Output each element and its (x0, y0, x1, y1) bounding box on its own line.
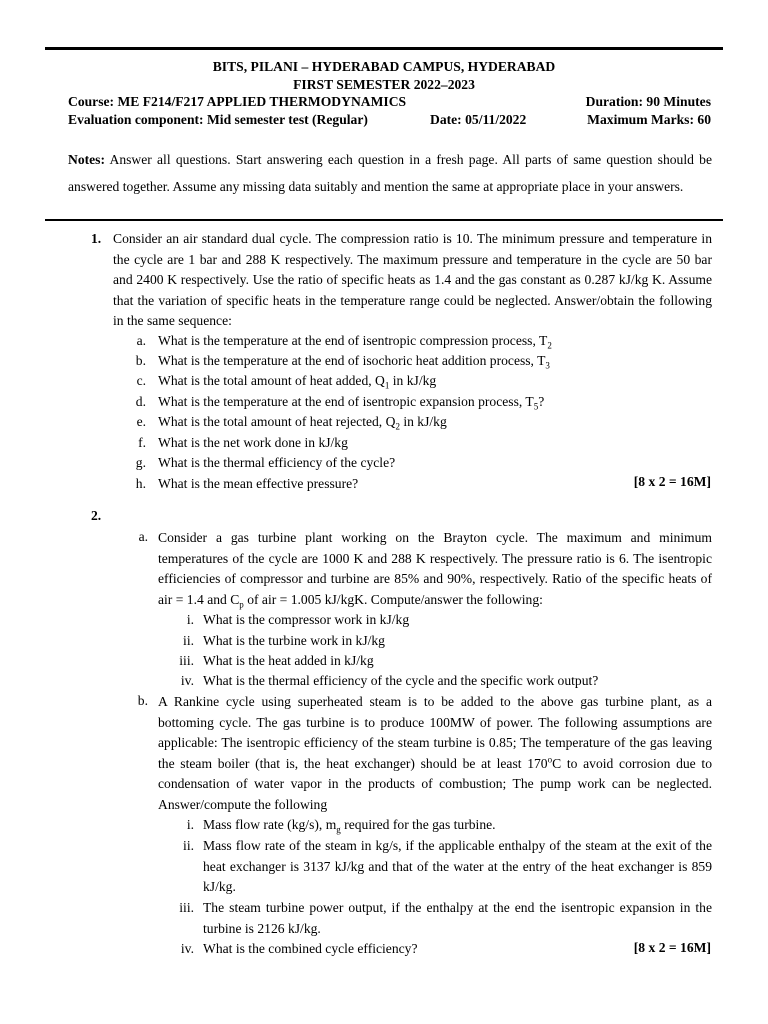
subpart-text (158, 331, 598, 351)
subpart-text (203, 610, 712, 630)
subpart-text (158, 474, 598, 494)
subpart-question: Mass flow rate (kg/s), m (203, 817, 337, 832)
cp-subscript: p (239, 599, 244, 610)
subpart-text (203, 631, 712, 651)
subpart-question: What is the mean effective pressure? (158, 476, 359, 491)
subpart-label: ii. (183, 633, 194, 648)
subpart-question: What is the turbine work in kJ/kg (203, 633, 385, 648)
question-1-marks: [8 x 2 = 16M] (633, 474, 711, 489)
subpart-label: iv. (180, 941, 194, 956)
subpart-label: i. (186, 817, 194, 832)
question-2a-stem-tail: of air = 1.005 kJ/kgK. Compute/answer the following: (243, 591, 543, 607)
subpart-text (158, 433, 598, 453)
subpart-question-tail: in kJ/kg (399, 414, 447, 429)
subpart-label: f. (138, 435, 146, 450)
subpart-question-tail: required for the gas turbine. (340, 817, 496, 832)
subpart-label: a. (136, 333, 146, 348)
subpart-question: Mass flow rate of the steam in kg/s, if the applicable enthalpy of the steam at the exit of the heat exchanger is 3137 kJ/kg and that of the water at the entry of the heat exchanger is 859 kJ/kg. (203, 838, 712, 894)
question-1-number: 1. (91, 231, 102, 246)
subpart-text (158, 392, 598, 412)
subpart-label: iv. (180, 673, 194, 688)
degree-superscript: o (547, 753, 553, 764)
semester-title: FIRST SEMESTER 2022–2023 (293, 77, 475, 92)
subpart-question: The steam turbine power output, if the enthalpy at the end the isentropic expansion in the turbine is 2126 kJ/kg. (203, 900, 712, 936)
question-2-marks: [8 x 2 = 16M] (633, 940, 711, 955)
subpart-label: h. (135, 476, 146, 491)
subscript: g (336, 824, 341, 835)
exam-date: Date: 05/11/2022 (430, 112, 527, 127)
evaluation-component: Evaluation component: Mid semester test (Regular) (68, 112, 368, 127)
subpart-question: What is the total amount of heat rejected, Q (158, 414, 396, 429)
subpart-label: iii. (179, 653, 194, 668)
subpart-question: What is the thermal efficiency of the cycle? (158, 455, 396, 470)
subpart-text (158, 351, 598, 371)
question-2-number: 2. (91, 508, 102, 523)
subpart-question: What is the temperature at the end of isochoric heat addition process, T (158, 353, 546, 368)
notes-label: Notes: (68, 152, 105, 167)
subpart-text (203, 836, 712, 898)
subpart-question-tail: ? (538, 394, 545, 409)
subpart-text (158, 371, 598, 391)
top-rule (45, 47, 723, 50)
subpart-question: What is the net work done in kJ/kg (158, 435, 348, 450)
institute-title: BITS, PILANI – HYDERABAD CAMPUS, HYDERABAD (212, 59, 556, 74)
subpart-label: i. (186, 612, 194, 627)
subscript: 2 (395, 421, 400, 432)
notes-rule (45, 219, 723, 221)
subpart-label: iii. (179, 900, 194, 915)
question-2b-stem (158, 692, 712, 815)
subpart-text (158, 453, 598, 473)
subpart-question: What is the heat added in kJ/kg (203, 653, 374, 668)
subpart-text (158, 412, 598, 432)
question-2b-stem-tail: C to avoid corrosion due to condensation of water vapor in the products of combustion; The pump work can be neglected. Answer/compute the following (158, 755, 712, 812)
course-title: Course: ME F214/F217 APPLIED THERMODYNAMICS (68, 94, 407, 109)
subpart-question: What is the compressor work in kJ/kg (203, 612, 410, 627)
subpart-text (203, 898, 712, 939)
subpart-label: ii. (183, 838, 194, 853)
subpart-question: What is the total amount of heat added, Q (158, 373, 385, 388)
question-2a-stem-text: Consider a gas turbine plant working on the Brayton cycle. The maximum and minimum temperatures of the cycle are 1000 K and 288 K respectively. The pressure ratio is 6. The isentropic efficiencies of compressor and turbine are 85% and 90%, respectively. Ratio of the specific heats of air = 1.4 and C (158, 530, 712, 607)
subpart-label: d. (135, 394, 146, 409)
subpart-question-tail: in kJ/kg (389, 373, 437, 388)
subpart-text (203, 815, 712, 836)
duration: Duration: 90 Minutes (585, 94, 711, 109)
subscript: 1 (384, 380, 390, 391)
subpart-question: What is the combined cycle efficiency? (203, 941, 418, 956)
subpart-question: What is the temperature at the end of isentropic compression process, T (158, 333, 548, 348)
subpart-question: What is the temperature at the end of isentropic expansion process, T (158, 394, 534, 409)
question-2a-stem (158, 528, 712, 610)
subpart-text (203, 651, 712, 671)
maximum-marks: Maximum Marks: 60 (587, 112, 711, 127)
notes-block (68, 147, 712, 200)
question-2b-stem-text: A Rankine cycle using superheated steam is to be added to the above gas turbine plant, as a bottoming cycle. The gas turbine is to produce 100MW of power. The following assumptions are applicable: The isentropic efficiency of the steam turbine is 0.85; The temperature of the gas leaving the steam boiler (that is, the heat exchanger) should be at least 170 (158, 694, 712, 771)
subpart-label: g. (135, 455, 146, 470)
notes-text: Answer all questions. Start answering each question in a fresh page. All parts of same question should be answered together. Assume any missing data suitably and mention the same at appropriate place in your answers. (68, 152, 712, 194)
question-1-stem: Consider an air standard dual cycle. The compression ratio is 10. The minimum pressure and temperature in the cycle are 1 bar and 288 K respectively. The maximum pressure and temperature in the cycle are 50 bar and 2400 K respectively. Use the ratio of specific heats as 1.4 and the gas constant as 0.287 kJ/kg K. Assume that the variation of specific heats in the temperature range could be neglected. Answer/obtain the following in the same sequence: (113, 231, 712, 328)
question-2a-label: a. (138, 529, 148, 544)
subpart-label: b. (135, 353, 146, 368)
question-2b-label: b. (137, 693, 148, 708)
subpart-label: c. (136, 373, 146, 388)
subscript: 5 (533, 401, 539, 412)
subpart-label: e. (136, 414, 146, 429)
subscript: 3 (545, 360, 550, 371)
subscript: 2 (547, 340, 552, 351)
subpart-text (203, 671, 712, 691)
subpart-question: What is the thermal efficiency of the cycle and the specific work output? (203, 673, 599, 688)
